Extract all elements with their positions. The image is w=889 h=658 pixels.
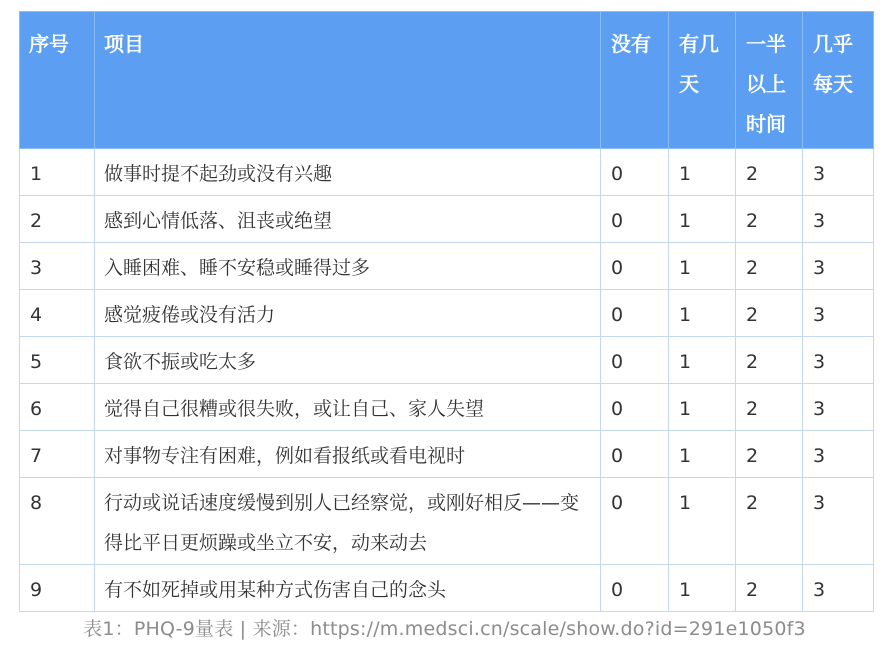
row-score-0: 0 [601, 243, 669, 290]
row-score-2: 2 [736, 431, 803, 478]
row-score-3: 3 [803, 478, 874, 565]
header-score-0: 没有 [601, 12, 669, 149]
table-row [20, 196, 874, 243]
row-score-2: 2 [736, 384, 803, 431]
row-number: 5 [20, 337, 95, 384]
row-score-0: 0 [601, 290, 669, 337]
row-item: 觉得自己很糟或很失败，或让自己、家人失望 [95, 384, 601, 431]
row-item: 感觉疲倦或没有活力 [95, 290, 601, 337]
row-item: 入睡困难、睡不安稳或睡得过多 [95, 243, 601, 290]
table-row [20, 565, 874, 612]
row-score-1: 1 [669, 431, 736, 478]
row-score-1: 1 [669, 384, 736, 431]
table-row [20, 290, 874, 337]
row-score-3: 3 [803, 565, 874, 612]
row-item: 食欲不振或吃太多 [95, 337, 601, 384]
row-score-2: 2 [736, 149, 803, 196]
row-score-1: 1 [669, 337, 736, 384]
table-row [20, 431, 874, 478]
table-caption: 表1：PHQ-9量表 | 来源：https://m.medsci.cn/scale/show.do?id=291e1050f3 [83, 618, 806, 640]
row-score-2: 2 [736, 196, 803, 243]
table-row [20, 149, 874, 196]
row-item: 对事物专注有困难，例如看报纸或看电视时 [95, 431, 601, 478]
row-number: 2 [20, 196, 95, 243]
row-item: 行动或说话速度缓慢到别人已经察觉，或刚好相反——变得比平日更烦躁或坐立不安，动来动去 [95, 478, 601, 565]
header-item: 项目 [95, 12, 601, 149]
row-score-1: 1 [669, 196, 736, 243]
row-score-2: 2 [736, 565, 803, 612]
row-score-0: 0 [601, 196, 669, 243]
row-score-2: 2 [736, 290, 803, 337]
row-item: 做事时提不起劲或没有兴趣 [95, 149, 601, 196]
row-score-0: 0 [601, 149, 669, 196]
row-number: 4 [20, 290, 95, 337]
header-row [20, 12, 874, 149]
row-score-1: 1 [669, 478, 736, 565]
table-row [20, 337, 874, 384]
row-score-0: 0 [601, 431, 669, 478]
header-score-2: 一半以上时间 [736, 12, 803, 149]
row-score-3: 3 [803, 149, 874, 196]
table-header [20, 12, 874, 149]
header-score-3: 几乎每天 [803, 12, 874, 149]
row-item: 有不如死掉或用某种方式伤害自己的念头 [95, 565, 601, 612]
row-score-0: 0 [601, 478, 669, 565]
header-score-1: 有几天 [669, 12, 736, 149]
row-score-1: 1 [669, 565, 736, 612]
row-score-2: 2 [736, 478, 803, 565]
row-score-1: 1 [669, 149, 736, 196]
row-number: 7 [20, 431, 95, 478]
row-score-3: 3 [803, 431, 874, 478]
row-score-1: 1 [669, 243, 736, 290]
row-score-0: 0 [601, 565, 669, 612]
row-score-3: 3 [803, 384, 874, 431]
row-number: 1 [20, 149, 95, 196]
row-score-1: 1 [669, 290, 736, 337]
row-number: 6 [20, 384, 95, 431]
row-score-0: 0 [601, 337, 669, 384]
row-number: 8 [20, 478, 95, 565]
row-score-2: 2 [736, 337, 803, 384]
row-score-3: 3 [803, 196, 874, 243]
row-score-0: 0 [601, 384, 669, 431]
row-number: 9 [20, 565, 95, 612]
row-score-3: 3 [803, 290, 874, 337]
row-score-3: 3 [803, 337, 874, 384]
row-number: 3 [20, 243, 95, 290]
row-score-3: 3 [803, 243, 874, 290]
table-row [20, 243, 874, 290]
row-item: 感到心情低落、沮丧或绝望 [95, 196, 601, 243]
table-row [20, 478, 874, 565]
phq9-table [19, 11, 874, 612]
row-score-2: 2 [736, 243, 803, 290]
table-row [20, 384, 874, 431]
header-num: 序号 [20, 12, 95, 149]
table-body [20, 149, 874, 612]
